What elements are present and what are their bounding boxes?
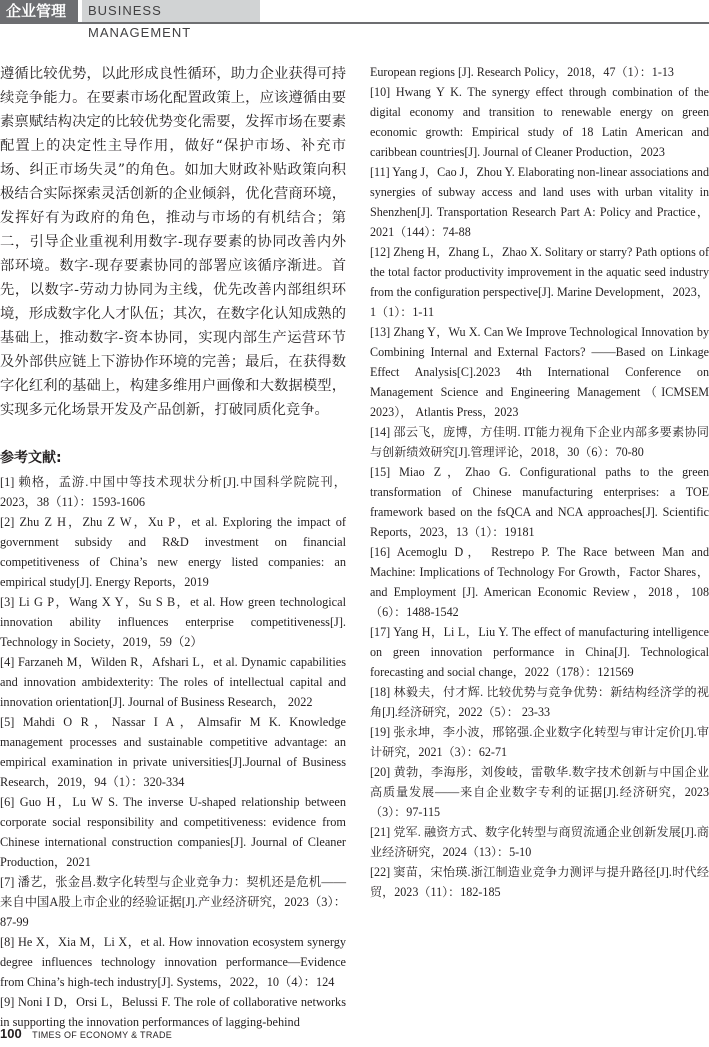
page-header: [0, 0, 709, 40]
section-english-label: BUSINESS MANAGEMENT: [82, 0, 260, 22]
reference-item: [16] Acemoglu D， Restrepo P. The Race between Man and Machine: Implications of Technology For Growth，Factor Shares，and Employment [J]. American Economic Review，2018，108（6）：1488-1542: [370, 545, 709, 619]
references-list-right: [370, 62, 709, 902]
reference-item: [18] 林毅夫，付才辉. 比较优势与竞争优势：新结构经济学的视角[J].经济研究，2022（5）： 23-33: [370, 685, 709, 719]
reference-item: [20] 黄勃，李海彤，刘俊岐，雷敬华.数字技术创新与中国企业高质量发展——来自企业数字专利的证据[J].经济研究，2023（3）：97-115: [370, 765, 709, 819]
right-column: [370, 62, 709, 902]
reference-item: [4] Farzaneh M，Wilden R，Afshari L，et al. Dynamic capabilities and innovation ambidexterity: The roles of intellectual capital and innovation orientation[J]. Journal of Business Research， 2022: [0, 655, 346, 709]
header-rule: [0, 22, 709, 24]
left-column: [0, 62, 346, 1032]
journal-name: TIMES OF ECONOMY & TRADE: [32, 1030, 173, 1040]
reference-item: [21] 党军. 融资方式、数字化转型与商贸流通企业创新发展[J].商业经济研究，2024（13）：5-10: [370, 825, 709, 859]
reference-item: [13] Zhang Y，Wu X. Can We Improve Technological Innovation by Combining Internal and External Factors? ——Based on Linkage Effect Analysis[C].2023 4th International Conference on Management Science and Engineering Management（ICMSEM 2023）， Atlantis Press，2023: [370, 325, 709, 419]
reference-item: [7] 潘艺，张金昌.数字化转型与企业竞争力：契机还是危机——来自中国A股上市企业的经验证据[J].产业经济研究，2023（3）：87-99: [0, 875, 346, 929]
reference-item: [10] Hwang Y K. The synergy effect through combination of the digital economy and transition to renewable energy on green economic growth: Empirical study of 18 Latin American and caribbean countries[J]. Journal of Cleaner Production，2023: [370, 85, 709, 159]
reference-item: [1] 赖格，孟游.中国中等技术现状分析[J].中国科学院院刊，2023，38（11）：1593-1606: [0, 475, 346, 509]
reference-item: [22] 窦苗，宋怡瑛.浙江制造业竞争力测评与提升路径[J].时代经贸，2023（11）：182-185: [370, 865, 709, 899]
page-footer: [0, 1025, 300, 1045]
reference-item: [8] He X，Xia M，Li X，et al. How innovation ecosystem synergy degree influences technology innovation performance—Evidence from China’s high-tech industry[J]. Systems，2022，10（4）：124: [0, 935, 346, 989]
reference-item: [14] 邵云飞，庞博，方佳明. IT能力视角下企业内部多要素协同与创新绩效研究[J].管理评论，2018，30（6）：70-80: [370, 425, 709, 459]
page-number: 100: [0, 1026, 22, 1041]
reference-item: European regions [J]. Research Policy，2018，47（1）：1-13: [370, 65, 674, 79]
reference-item: [19] 张永坤，李小波，邢铭强.企业数字化转型与审计定价[J].审计研究，2021（3）：62-71: [370, 725, 709, 759]
reference-item: [6] Guo H，Lu W S. The inverse U-shaped relationship between corporate social responsibility and competitiveness: evidence from Chinese international construction companies[J]. Journal of Cleaner Production，2021: [0, 795, 346, 869]
reference-item: [2] Zhu Z H，Zhu Z W，Xu P，et al. Exploring the impact of government subsidy and R&D investment on financial competitiveness of China’s new energy listed companies: an empirical study[J]. Energy Reports，2019: [0, 515, 346, 589]
body-paragraph: 遵循比较优势，以此形成良性循环，助力企业获得可持续竞争能力。在要素市场化配置政策上，应该遵循由要素禀赋结构决定的比较优势变化需要，发挥市场在要素配置上的决定性主导作用，做好“保护市场、补充市场、纠正市场失灵”的角色。如加大财政补贴政策向积极结合实际探索灵活创新的企业倾斜，优化营商环境，发挥好有为政府的角色，推动与市场的有机结合；第二，引导企业重视利用数字-现存要素的协同改善内外部环境。数字-现存要素协同的部署应该循序渐进。首先，以数字-劳动力协同为主线，优先改善内部组织环境，形成数字化人才队伍；其次，在数字化认知成熟的基础上，推动数字-资本协同，实现内部生产运营环节及外部供应链上下游协作环境的完善；最后，在获得数字化红利的基础上，构建多维用户画像和大数据模型，实现多元化场景开发及产品创新，打破同质化竞争。: [0, 66, 346, 418]
reference-item: [11] Yang J，Cao J，Zhou Y. Elaborating non-linear associations and synergies of subway access and land uses with urban vitality in Shenzhen[J]. Transportation Research Part A: Policy and Practice，2021（144）：74-88: [370, 165, 709, 239]
references-heading: 参考文献:: [0, 450, 62, 466]
reference-item: [9] Noni I D，Orsi L，Belussi F. The role of collaborative networks in supporting the innovation performances of lagging-behind: [0, 995, 346, 1029]
references-list-left: [0, 472, 346, 1032]
reference-item: [17] Yang H，Li L，Liu Y. The effect of manufacturing intelligence on green innovation performance in China[J]. Technological forecasting and social change，2022（178）：121569: [370, 625, 709, 679]
section-label: 企业管理: [0, 0, 78, 22]
reference-item: [3] Li G P，Wang X Y，Su S B，et al. How green technological innovation ability influences enterprise competitiveness[J]. Technology in Society，2019，59（2）: [0, 595, 346, 649]
reference-item: [12] Zheng H，Zhang L，Zhao X. Solitary or starry? Path options of the total factor productivity improvement in the aquatic seed industry from the configuration perspective[J]. Marine Development，2023，1（1）：1-11: [370, 245, 709, 319]
reference-item: [5] Mahdi O R，Nassar I A，Almsafir M K. Knowledge management processes and sustainable competitive advantage: an empirical examination in private universities[J].Journal of Business Research，2019，94（1）：320-334: [0, 715, 346, 789]
reference-item: [15] Miao Z，Zhao G. Configurational paths to the green transformation of Chinese manufacturing enterprises: a TOE framework based on the fsQCA and NCA approaches[J]. Scientific Reports，2023，13（1）：19181: [370, 465, 709, 539]
